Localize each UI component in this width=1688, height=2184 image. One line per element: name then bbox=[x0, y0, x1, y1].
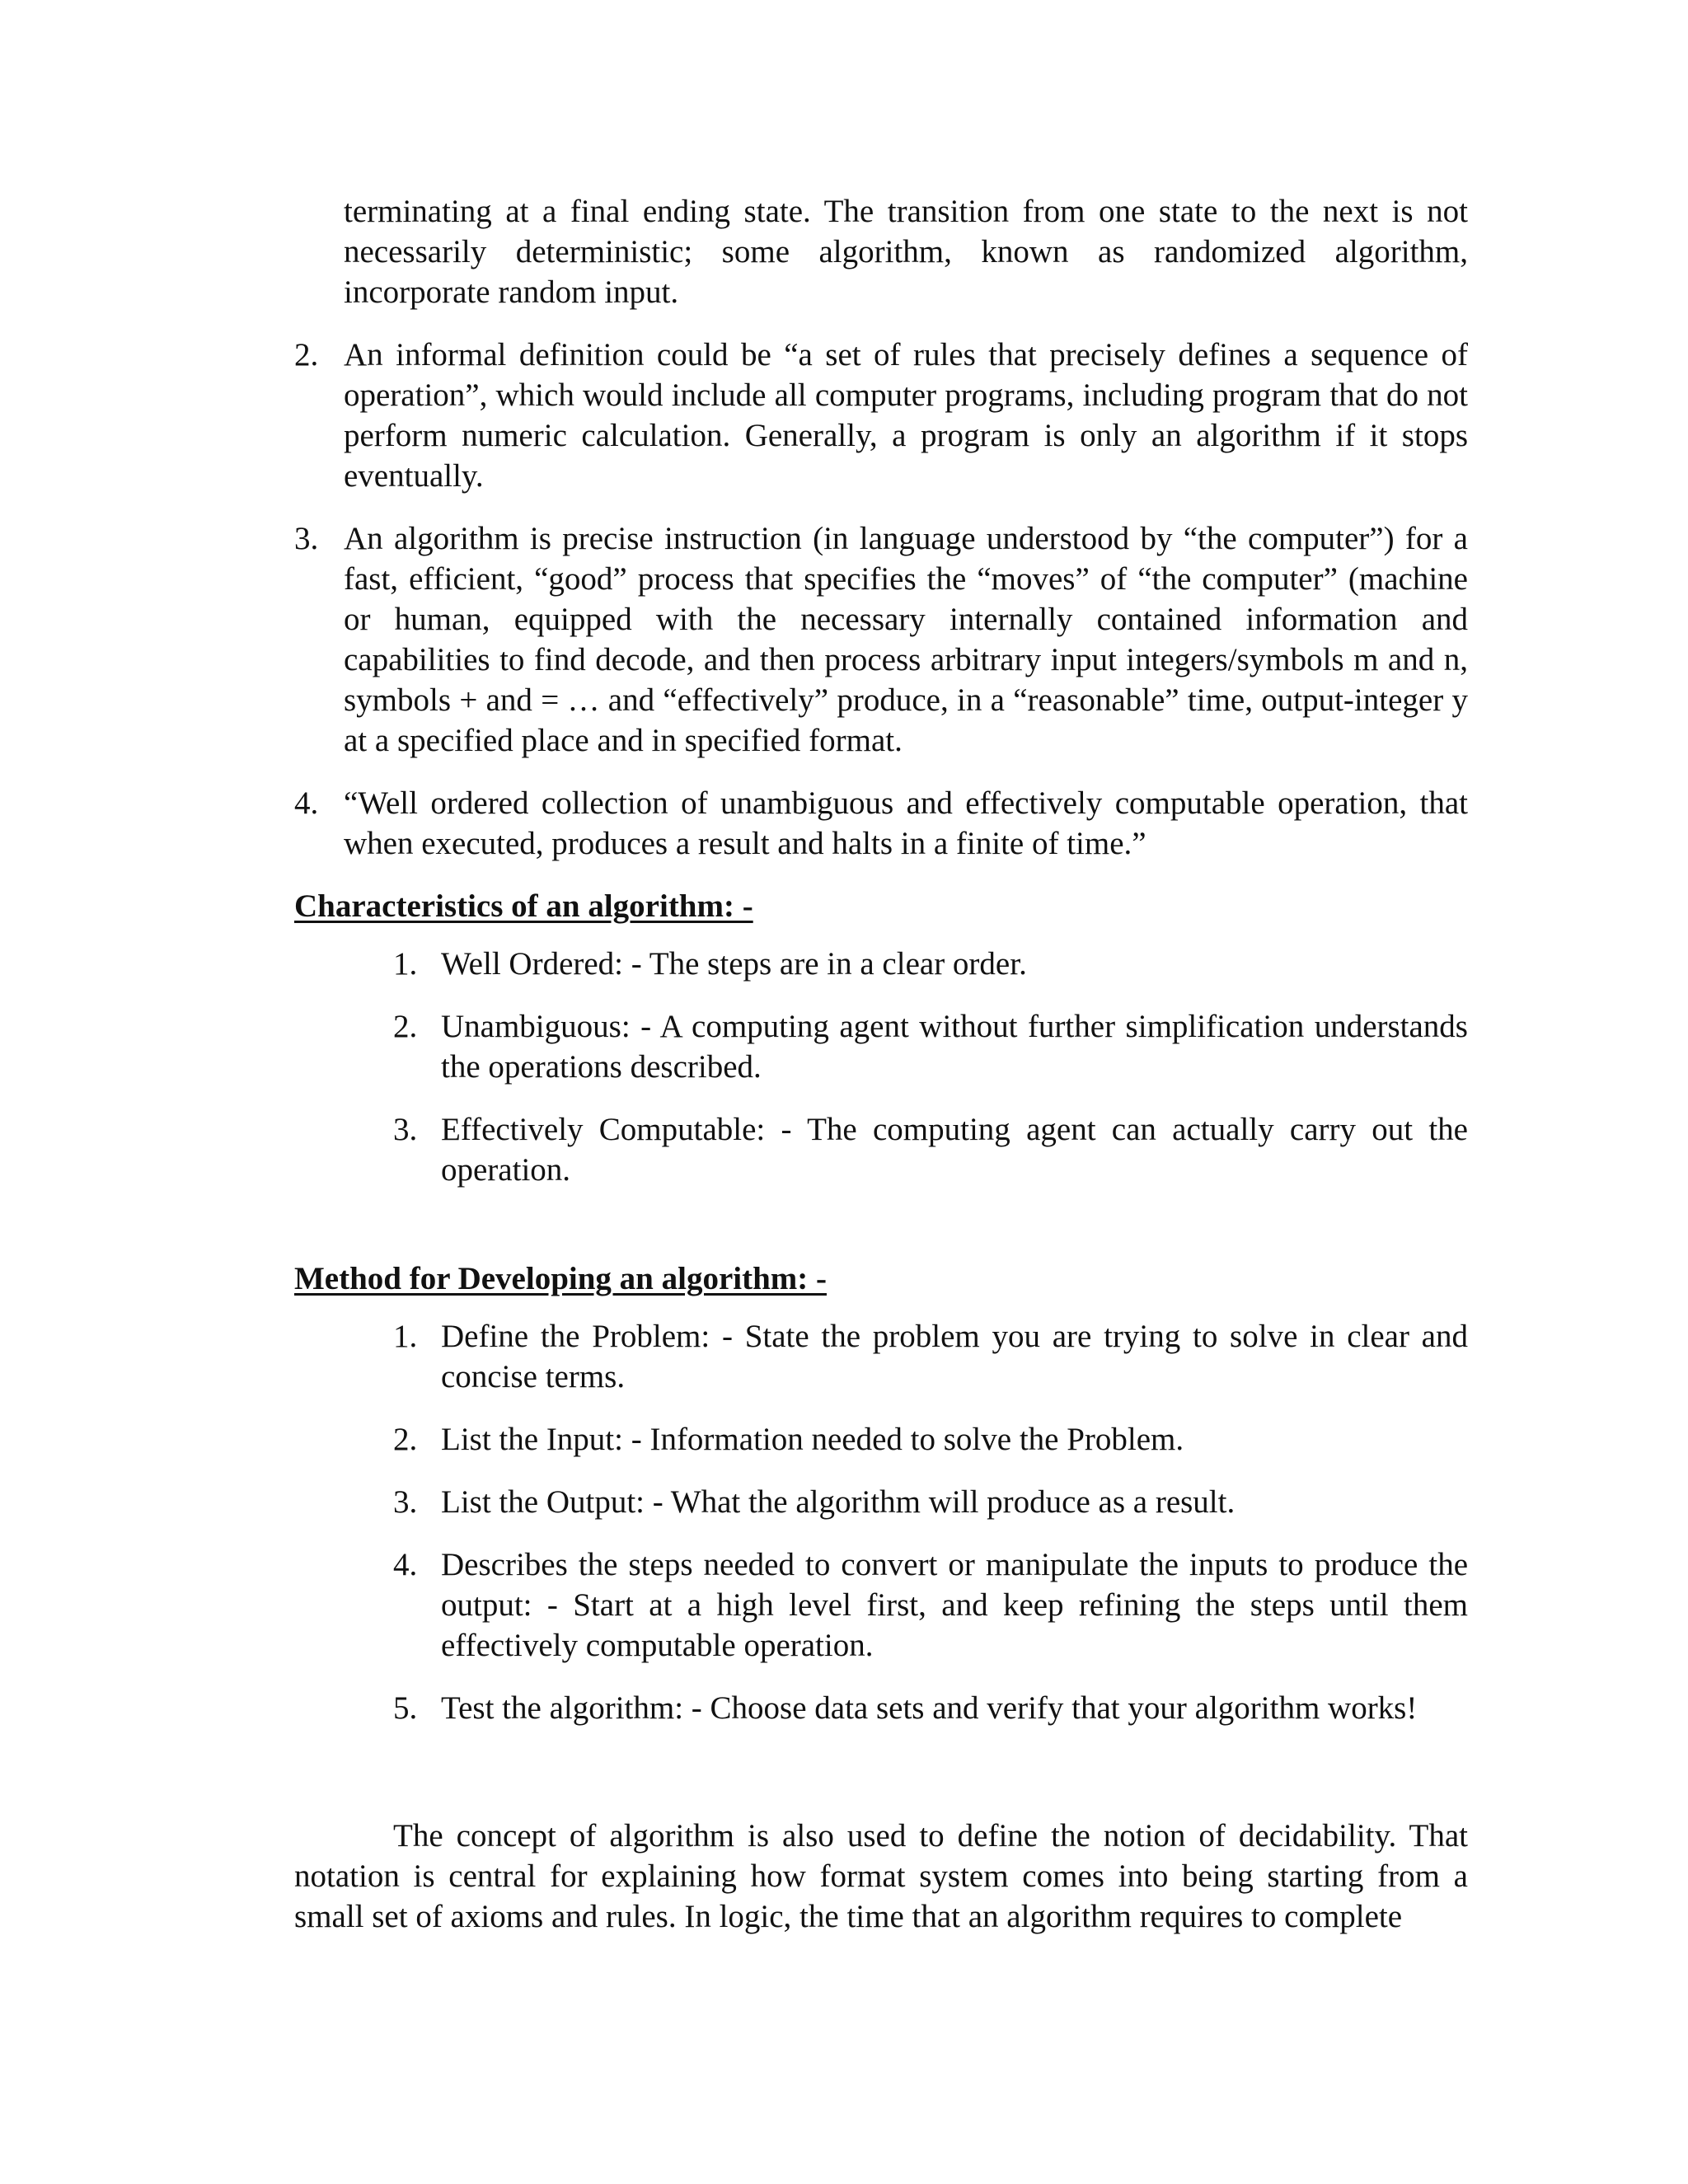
definition-text: An algorithm is precise instruction (in language understood by “the computer”) for a fast, efficient, “good” process that specifies the “moves” of “the computer” (machine or human, equipped with the necessary internally contained information and capabilities to find decode, and then process arbitrary input integers/symbols m and n, symbols + and = … and “effectively” produce, in a “reasonable” time, output-integer y at a specified place and in specified format. bbox=[344, 521, 1468, 758]
characteristic-number: 3. bbox=[393, 1112, 418, 1147]
method-item bbox=[393, 1544, 1468, 1666]
method-number: 3. bbox=[393, 1484, 418, 1520]
method-number: 1. bbox=[393, 1319, 418, 1354]
method-text: List the Output: - What the algorithm will produce as a result. bbox=[441, 1484, 1236, 1520]
characteristic-number: 2. bbox=[393, 1009, 418, 1044]
section-spacer bbox=[294, 1212, 1468, 1258]
characteristic-item bbox=[393, 944, 1468, 984]
method-number: 2. bbox=[393, 1422, 418, 1457]
definition-item bbox=[294, 518, 1468, 761]
definition-number: 2. bbox=[294, 337, 319, 373]
method-heading: Method for Developing an algorithm: - bbox=[294, 1261, 827, 1296]
page-content bbox=[294, 191, 1468, 1937]
characteristic-text: Effectively Computable: - The computing agent can actually carry out the operation. bbox=[441, 1112, 1468, 1188]
definition-number: 3. bbox=[294, 521, 319, 556]
characteristic-text: Well Ordered: - The steps are in a clear order. bbox=[441, 946, 1027, 982]
method-item bbox=[393, 1482, 1468, 1522]
method-item bbox=[393, 1316, 1468, 1397]
definition-number: 4. bbox=[294, 785, 319, 821]
characteristics-list bbox=[294, 944, 1468, 1190]
method-number: 5. bbox=[393, 1690, 418, 1726]
definitions-list bbox=[294, 335, 1468, 864]
method-item bbox=[393, 1419, 1468, 1460]
definition-text: An informal definition could be “a set of rules that precisely defines a sequence of operation”, which would include all computer programs, including program that do not perform numeric calculation. Generally, a program is only an algorithm if it stops eventually. bbox=[344, 337, 1468, 494]
method-list bbox=[294, 1316, 1468, 1728]
method-text: Test the algorithm: - Choose data sets and verify that your algorithm works! bbox=[441, 1690, 1418, 1726]
characteristic-text: Unambiguous: - A computing agent without further simplification understands the operations described. bbox=[441, 1009, 1468, 1085]
definition-item bbox=[294, 335, 1468, 496]
method-text: List the Input: - Information needed to solve the Problem. bbox=[441, 1422, 1184, 1457]
continuation-paragraph: terminating at a final ending state. The transition from one state to the next is not necessarily deterministic; some algorithm, known as randomized algorithm, incorporate random input. bbox=[344, 194, 1468, 310]
closing-paragraph: The concept of algorithm is also used to define the notion of decidability. That notation is central for explaining how format system comes into being starting from a small set of axioms and rules. In logic, the time that an algorithm requires to complete bbox=[294, 1818, 1468, 1934]
characteristic-number: 1. bbox=[393, 946, 418, 982]
section-spacer bbox=[294, 1750, 1468, 1816]
method-text: Define the Problem: - State the problem you are trying to solve in clear and concise terms. bbox=[441, 1319, 1468, 1394]
definition-text: “Well ordered collection of unambiguous and effectively computable operation, that when executed, produces a result and halts in a finite of time.” bbox=[344, 785, 1468, 861]
method-item bbox=[393, 1688, 1468, 1728]
characteristics-heading: Characteristics of an algorithm: - bbox=[294, 888, 753, 924]
method-number: 4. bbox=[393, 1547, 418, 1582]
characteristic-item bbox=[393, 1109, 1468, 1190]
characteristic-item bbox=[393, 1006, 1468, 1087]
definition-item bbox=[294, 783, 1468, 864]
method-text: Describes the steps needed to convert or manipulate the inputs to produce the output: - Start at a high level first, and keep refining the steps until them effectively computable operation. bbox=[441, 1547, 1468, 1663]
